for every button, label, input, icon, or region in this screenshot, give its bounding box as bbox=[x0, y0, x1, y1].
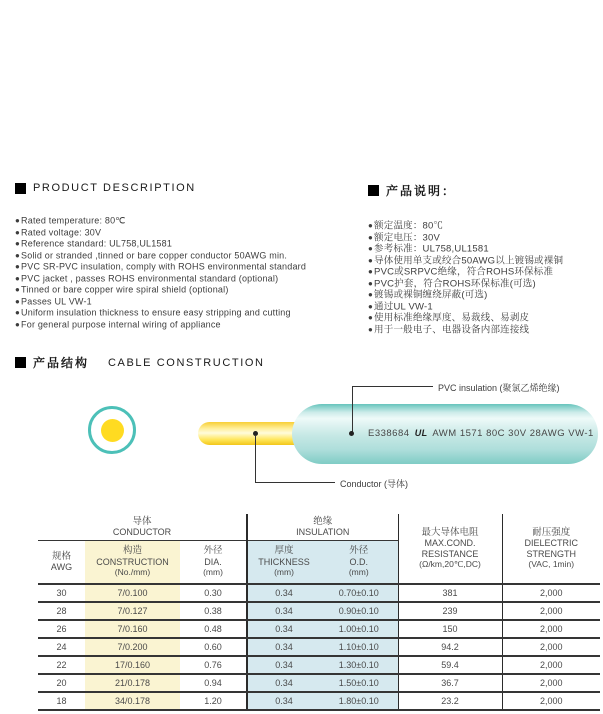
spec-item-zh: ●额定电压：30V bbox=[368, 232, 441, 243]
construction-title-en: CABLE CONSTRUCTION bbox=[108, 356, 265, 369]
table-cell: 2,000 bbox=[502, 620, 600, 638]
product-description-zh-heading bbox=[368, 182, 601, 199]
table-cell: 94.2 bbox=[398, 638, 502, 656]
bullet-icon: ● bbox=[15, 273, 21, 283]
table-cell: 2,000 bbox=[502, 584, 600, 602]
table-cell: 0.34 bbox=[247, 620, 320, 638]
table-cell: 150 bbox=[398, 620, 502, 638]
cable-cross-section-diagram bbox=[88, 406, 136, 454]
ul-logo-icon: UL bbox=[414, 428, 428, 438]
table-cell: 0.34 bbox=[247, 656, 320, 674]
table-cell: 2,000 bbox=[502, 692, 600, 710]
spec-table-section bbox=[38, 514, 600, 711]
spec-item-zh: ●参考标准：UL758,UL1581 bbox=[368, 243, 489, 255]
bullet-icon: ● bbox=[15, 216, 21, 225]
bullet-icon: ● bbox=[368, 267, 374, 276]
bullet-icon: ● bbox=[15, 308, 21, 317]
table-cell: 7/0.160 bbox=[85, 620, 180, 638]
spec-item-en: ●Solid or stranded ,tinned or bare copper conductor 50AWG min. bbox=[15, 250, 288, 260]
table-cell: 7/0.200 bbox=[85, 638, 180, 656]
table-cell: 1.00±0.10 bbox=[320, 620, 398, 638]
table-row bbox=[38, 656, 600, 674]
table-cell: 2,000 bbox=[502, 656, 600, 674]
insulation-label: PVC insulation (聚氯乙烯绝缘) bbox=[438, 383, 560, 393]
table-cell: 2,000 bbox=[502, 638, 600, 656]
spec-table bbox=[38, 514, 600, 711]
table-cell: 1.50±0.10 bbox=[320, 674, 398, 692]
table-cell: 22 bbox=[38, 656, 85, 674]
table-cell: 1.10±0.10 bbox=[320, 638, 398, 656]
spec-list-zh bbox=[368, 220, 601, 335]
table-cell: 0.76 bbox=[180, 656, 247, 674]
table-row bbox=[38, 674, 600, 692]
spec-item-en: ●Rated temperature: 80℃ bbox=[15, 215, 126, 226]
section-title-zh: 产品说明： bbox=[386, 184, 457, 198]
spec-item-en: ●For general purpose internal wiring of appliance bbox=[15, 319, 221, 329]
marking-spec: AWM 1571 80C 30V 28AWG VW-1 bbox=[432, 428, 594, 439]
conductor-core-icon bbox=[101, 419, 124, 442]
table-cell: 0.38 bbox=[180, 602, 247, 620]
bullet-icon: ● bbox=[368, 255, 374, 265]
table-cell: 7/0.100 bbox=[85, 584, 180, 602]
column-header-dielectric: 耐压强度 DIELECTRIC STRENGTH (VAC, 1min) bbox=[502, 514, 600, 584]
table-cell: 18 bbox=[38, 692, 85, 710]
bullet-icon: ● bbox=[368, 232, 374, 242]
section-marker-icon bbox=[15, 183, 26, 194]
bullet-icon: ● bbox=[15, 319, 21, 329]
spec-item-zh: ●通过UL VW-1 bbox=[368, 301, 433, 312]
bullet-icon: ● bbox=[368, 290, 374, 299]
spec-item-zh: ●PVC或SRPVC绝缘，符合ROHS环保标准 bbox=[368, 266, 554, 278]
table-cell: 34/0.178 bbox=[85, 692, 180, 710]
spec-item-en: ●Tinned or bare copper wire spiral shield (optional) bbox=[15, 284, 229, 295]
spec-item-en: ●Reference standard: UL758,UL1581 bbox=[15, 238, 173, 249]
table-row bbox=[38, 638, 600, 656]
table-cell: 0.30 bbox=[180, 584, 247, 602]
group-header-conductor: 导体 CONDUCTOR bbox=[38, 514, 247, 541]
table-cell: 26 bbox=[38, 620, 85, 638]
table-row bbox=[38, 584, 600, 602]
spec-item-zh: ●额定温度：80℃ bbox=[368, 220, 444, 232]
table-cell: 17/0.160 bbox=[85, 656, 180, 674]
group-header-insulation: 绝缘 INSULATION bbox=[247, 514, 398, 541]
section-marker-icon bbox=[368, 185, 379, 196]
table-cell: 28 bbox=[38, 602, 85, 620]
table-cell: 1.30±0.10 bbox=[320, 656, 398, 674]
spec-item-en: ●Rated voltage: 30V bbox=[15, 227, 102, 237]
table-cell: 21/0.178 bbox=[85, 674, 180, 692]
table-cell: 23.2 bbox=[398, 692, 502, 710]
table-cell: 239 bbox=[398, 602, 502, 620]
bullet-icon: ● bbox=[15, 227, 21, 237]
bullet-icon: ● bbox=[368, 313, 374, 322]
bullet-icon: ● bbox=[15, 262, 21, 271]
spec-item-en: ●PVC SR-PVC insulation, comply with ROHS environmental standard bbox=[15, 261, 307, 272]
column-header-construction: 构造 CONSTRUCTION (No./mm) bbox=[85, 541, 180, 585]
table-cell: 0.90±0.10 bbox=[320, 602, 398, 620]
table-cell: 20 bbox=[38, 674, 85, 692]
table-cell: 0.34 bbox=[247, 674, 320, 692]
table-cell: 2,000 bbox=[502, 674, 600, 692]
spec-item-zh: ●PVC护套，符合ROHS环保标准(可选) bbox=[368, 278, 536, 289]
construction-title-zh: 产品结构 bbox=[33, 356, 90, 370]
table-cell: 0.48 bbox=[180, 620, 247, 638]
column-header-thickness: 厚度 THICKNESS (mm) bbox=[247, 541, 320, 585]
bullet-icon: ● bbox=[15, 285, 21, 294]
leader-line bbox=[352, 386, 433, 387]
leader-line bbox=[255, 435, 256, 483]
product-description-heading bbox=[15, 182, 365, 194]
table-row bbox=[38, 602, 600, 620]
table-cell: 0.34 bbox=[247, 638, 320, 656]
cert-number: E338684 bbox=[368, 428, 410, 439]
table-cell: 1.20 bbox=[180, 692, 247, 710]
spec-list-en bbox=[15, 215, 365, 330]
table-cell: 0.34 bbox=[247, 602, 320, 620]
spec-item-zh: ●用于一般电子、电器设备内部连接线 bbox=[368, 324, 530, 335]
section-title: PRODUCT DESCRIPTION bbox=[33, 182, 196, 194]
table-cell: 1.80±0.10 bbox=[320, 692, 398, 710]
cable-marking bbox=[368, 428, 594, 439]
table-cell: 0.34 bbox=[247, 692, 320, 710]
spec-item-en: ●Uniform insulation thickness to ensure easy stripping and cutting bbox=[15, 307, 291, 318]
table-cell: 24 bbox=[38, 638, 85, 656]
bullet-icon: ● bbox=[368, 324, 374, 334]
bullet-icon: ● bbox=[368, 244, 374, 253]
table-cell: 381 bbox=[398, 584, 502, 602]
column-header-dia: 外径 DIA. (mm) bbox=[180, 541, 247, 585]
table-cell: 0.34 bbox=[247, 584, 320, 602]
table-row bbox=[38, 692, 600, 710]
spec-item-zh: ●使用标准绝缘厚度、易裁线、易剥皮 bbox=[368, 312, 530, 324]
section-marker-icon bbox=[15, 357, 26, 368]
column-header-awg: 规格 AWG bbox=[38, 541, 85, 585]
bullet-icon: ● bbox=[368, 278, 374, 288]
spec-item-zh: ●镀锡或裸铜缠绕屏蔽(可选) bbox=[368, 289, 488, 301]
bullet-icon: ● bbox=[15, 296, 21, 306]
bullet-icon: ● bbox=[15, 250, 21, 260]
leader-dot bbox=[349, 431, 354, 436]
bullet-icon: ● bbox=[15, 239, 21, 248]
cable-construction-heading bbox=[15, 354, 265, 371]
table-cell: 30 bbox=[38, 584, 85, 602]
column-header-resistance: 最大导体电阻 MAX.COND. RESISTANCE (Ω/km,20℃,DC) bbox=[398, 514, 502, 584]
table-cell: 2,000 bbox=[502, 602, 600, 620]
leader-line bbox=[352, 386, 353, 433]
spec-item-en: ●Passes UL VW-1 bbox=[15, 296, 92, 306]
bullet-icon: ● bbox=[368, 301, 374, 311]
table-cell: 59.4 bbox=[398, 656, 502, 674]
product-description-zh-section bbox=[368, 182, 601, 335]
table-cell: 36.7 bbox=[398, 674, 502, 692]
spec-item-zh: ●导体使用单支或绞合50AWG以上镀锡或裸铜 bbox=[368, 255, 564, 266]
table-row bbox=[38, 620, 600, 638]
table-cell: 0.70±0.10 bbox=[320, 584, 398, 602]
table-cell: 7/0.127 bbox=[85, 602, 180, 620]
bullet-icon: ● bbox=[368, 221, 374, 230]
conductor-label: Conductor (导体) bbox=[340, 479, 409, 489]
product-description-section bbox=[15, 182, 365, 330]
leader-line bbox=[255, 482, 335, 483]
column-header-od: 外径 O.D. (mm) bbox=[320, 541, 398, 585]
spec-item-en: ●PVC jacket , passes ROHS environmental standard (optional) bbox=[15, 273, 279, 283]
table-cell: 0.60 bbox=[180, 638, 247, 656]
table-cell: 0.94 bbox=[180, 674, 247, 692]
